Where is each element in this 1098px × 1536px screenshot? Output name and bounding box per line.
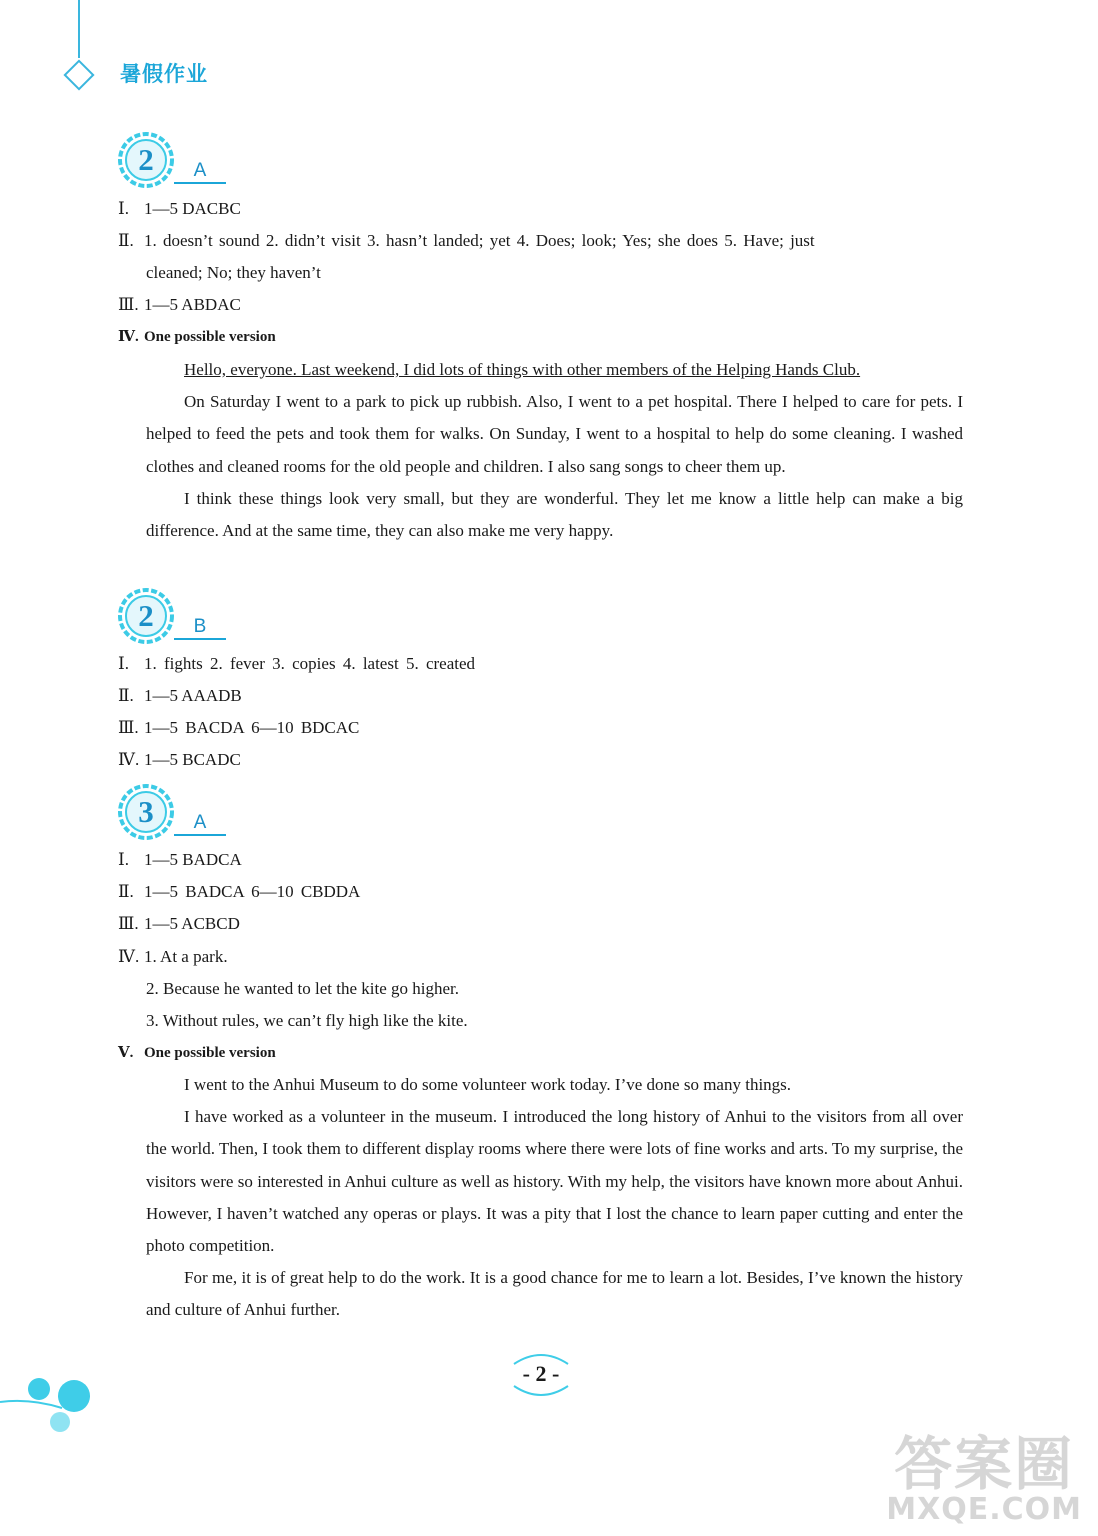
answer-line: cleaned; No; they haven’t — [146, 263, 321, 282]
answer-line: Ⅲ. 1—5 ACBCD — [118, 914, 240, 933]
answer-line: Ⅱ. 1—5 BADCA 6—10 CBDDA — [118, 882, 361, 901]
essay-paragraph: I went to the Anhui Museum to do some volunteer work today. I’ve done so many things. — [184, 1075, 792, 1094]
decor-dot-icon — [50, 1412, 70, 1432]
unit-part-label: A — [174, 160, 226, 184]
answer-line: Ⅲ. 1—5 BACDA 6—10 BDCAC — [118, 718, 360, 737]
unit-badge-icon — [118, 588, 174, 644]
unit-badge-icon — [118, 132, 174, 188]
essay-opening: Hello, everyone. Last weekend, I did lots of things with other members of the Helping Hands Club. — [184, 360, 861, 379]
answer-line: Ⅴ. One possible version — [118, 1045, 276, 1061]
unit-heading-3a — [118, 784, 238, 842]
answer-line: Ⅱ. 1. doesn’t sound 2. didn’t visit 3. hasn’t landed; yet 4. Does; look; Yes; she does 5. Have; just — [118, 231, 815, 250]
answer-line: Ⅰ. 1—5 DACBC — [118, 199, 241, 218]
unit-part-label: B — [174, 616, 226, 640]
answer-line: Ⅳ. 1—5 BCADC — [118, 750, 241, 769]
answer-line: Ⅳ. One possible version — [118, 329, 276, 345]
unit-number: 2 — [138, 142, 154, 177]
essay-paragraph: For me, it is of great help to do the work. It is a good chance for me to learn a lot. Besides, I’ve known the history and culture of Anhui further. — [146, 1268, 963, 1320]
watermark-logo: 答案圈 MXQE.COM — [886, 1430, 1082, 1527]
essay-paragraph: On Saturday I went to a park to pick up rubbish. Also, I went to a pet hospital. There I helped to care for pets. I helped to feed the pets and took them for walks. On Sunday, I went to a hospital to help do some cleaning. I washed clothes and cleaned rooms for the old people and children. I also sang songs to cheer them up. — [146, 392, 963, 476]
answer-line: Ⅰ. 1—5 BADCA — [118, 850, 242, 869]
answer-line: Ⅳ. 1. At a park. — [118, 947, 228, 966]
unit-heading-2a — [118, 132, 238, 190]
unit-part-label: A — [174, 812, 226, 836]
answer-line: 3. Without rules, we can’t fly high like the kite. — [146, 1011, 468, 1030]
unit-heading-2b — [118, 588, 238, 646]
unit-badge-icon — [118, 784, 174, 840]
answer-line: Ⅲ. 1—5 ABDAC — [118, 295, 241, 314]
answer-line: Ⅰ. 1. fights 2. fever 3. copies 4. latest 5. created — [118, 654, 476, 673]
essay-paragraph: I think these things look very small, but they are wonderful. They let me know a little help can make a big difference. And at the same time, they can also make me very happy. — [146, 488, 963, 541]
answer-line: Ⅱ. 1—5 AAADB — [118, 686, 242, 705]
answer-line: 2. Because he wanted to let the kite go higher. — [146, 979, 459, 998]
page-number: - 2 - — [522, 1361, 560, 1386]
diamond-icon — [63, 59, 94, 90]
header-vertical-line — [78, 0, 80, 58]
essay-2 — [146, 1069, 963, 1327]
unit-number: 2 — [138, 598, 154, 633]
decor-swoosh-icon — [0, 1396, 70, 1412]
essay-paragraph: I have worked as a volunteer in the museum. I introduced the long history of Anhui to the visitors from all over the world. Then, I took them to different display rooms where there were lots of fine works and arts. To my surprise, the visitors were so interested in Anhui culture as well as history. With my help, the visitors have known more about Anhui. However, I haven’t watched any operas or plays. It was a pity that I lost the chance to learn paper cutting and enter the photo competition. — [146, 1107, 963, 1256]
unit-number: 3 — [138, 794, 154, 829]
header-title: 暑假作业 — [120, 62, 208, 86]
essay-1 — [146, 354, 963, 547]
